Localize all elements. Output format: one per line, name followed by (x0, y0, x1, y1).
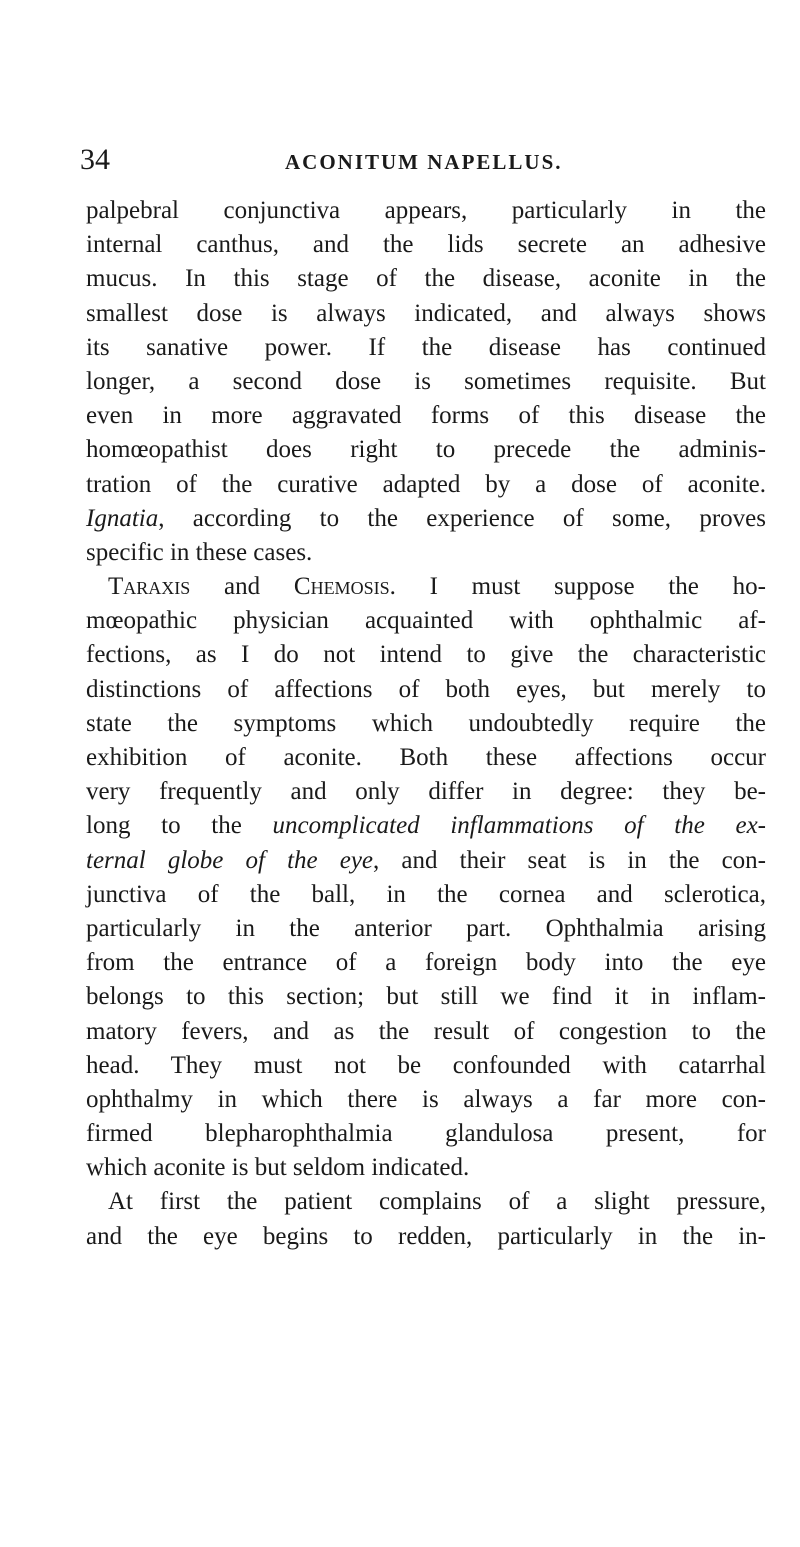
running-title: ACONITUM NAPELLUS. (285, 150, 563, 174)
page-number: 34 (80, 143, 110, 176)
text-line: firmed blepharophthalmia glandulosa present, for (86, 1120, 766, 1148)
text-line: ternal globe of the eye, and their seat is in the con- (86, 846, 766, 874)
text-line: particularly in the anterior part. Ophthalmia arising (86, 914, 766, 942)
text-line: fections, as I do not intend to give the characteristic (86, 641, 766, 669)
text-line: and the eye begins to redden, particularly in the in- (86, 1222, 766, 1250)
text-line: junctiva of the ball, in the cornea and sclerotica, (86, 880, 766, 908)
text-line: At first the patient complains of a slight pressure, (108, 1188, 766, 1216)
body-text (86, 194, 766, 1254)
text-line: internal canthus, and the lids secrete an adhesive (86, 231, 766, 259)
text-line: head. They must not be confounded with catarrhal (86, 1051, 766, 1079)
text-line: palpebral conjunctiva appears, particularly in the (86, 197, 766, 224)
section-heading: Chemosis (293, 573, 390, 601)
text-line: longer, a second dose is sometimes requisite. But (86, 367, 766, 395)
text-line: tration of the curative adapted by a dose of aconite. (86, 470, 766, 498)
text-line: state the symptoms which undoubtedly require the (86, 709, 766, 737)
text-line: ophthalmy in which there is always a far more con- (86, 1085, 766, 1113)
text-line: its sanative power. If the disease has continued (86, 333, 766, 361)
text-line: belongs to this section; but still we find it in inflam- (86, 983, 766, 1011)
text-line: specific in these cases. (86, 538, 313, 566)
text-line: which aconite is but seldom indicated. (86, 1154, 470, 1182)
text-line: even in more aggravated forms of this disease the (86, 402, 766, 430)
text-line: very frequently and only differ in degree: they be- (86, 778, 766, 806)
text-line: mucus. In this stage of the disease, aconite in the (86, 265, 766, 293)
text-line: exhibition of aconite. Both these affections occur (86, 744, 766, 771)
text-line: mœopathic physician acquainted with ophthalmic af- (86, 607, 766, 635)
italic-term: ternal globe of the eye (86, 846, 374, 874)
italic-term: uncomplicated inflammations of the ex- (272, 812, 766, 840)
italic-term: Ignatia (86, 504, 159, 532)
page-header (80, 143, 770, 177)
text-line: Ignatia, according to the experience of some, proves (86, 504, 766, 532)
section-heading: Taraxis (108, 573, 191, 601)
text-line: homœopathist does right to precede the adminis- (86, 436, 766, 464)
text-line: long to the uncomplicated inflammations of the ex- (86, 812, 766, 840)
text-line: distinctions of affections of both eyes, but merely to (86, 675, 766, 703)
text-line: from the entrance of a foreign body into the eye (86, 949, 766, 977)
text-line: matory fevers, and as the result of congestion to the (86, 1017, 766, 1045)
text-line: Taraxis and Chemosis. I must suppose the ho- (108, 573, 766, 601)
text-line: smallest dose is always indicated, and always shows (86, 299, 766, 327)
